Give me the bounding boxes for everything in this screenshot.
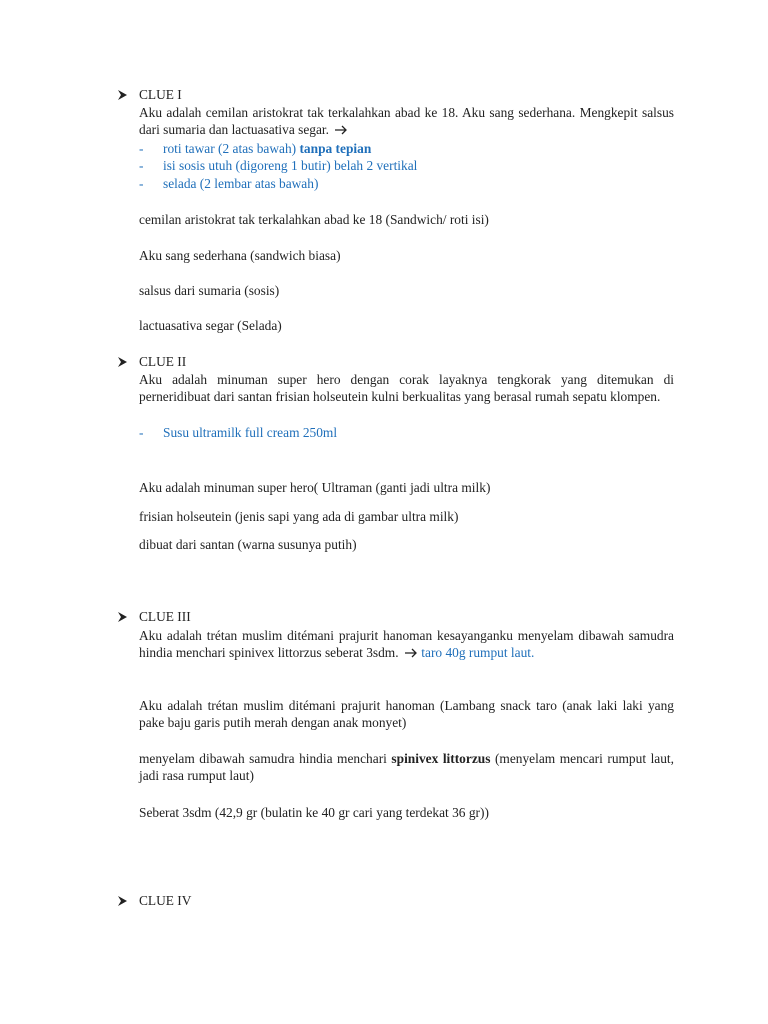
clue-1-para-b: Mengkepit salsus dari sumaria dan lactuasativa segar. <box>139 105 674 138</box>
bullet-arrow-icon <box>117 89 139 101</box>
clue-2-note-1: Aku adalah minuman super hero( Ultraman (ganti jadi ultra milk) <box>139 480 491 495</box>
clue-1-heading: CLUE I <box>139 87 182 103</box>
clue-3-note-1: Aku adalah trétan muslim ditémani prajurit hanoman (Lambang snack taro (anak laki laki yang pake baju garis putih merah dengan anak monyet) <box>139 698 674 731</box>
clue-2-note-3: dibuat dari santan (warna susunya putih) <box>139 537 357 552</box>
clue-1-note-2: Aku sang sederhana (sandwich biasa) <box>139 248 341 263</box>
list-item: - roti tawar (2 atas bawah) tanpa tepian <box>139 141 372 156</box>
clue-3-answer: taro 40g rumput laut. <box>421 645 535 661</box>
bullet-arrow-icon <box>117 356 139 368</box>
clue-3-heading-row <box>117 608 191 626</box>
clue-3-para: Aku adalah trétan muslim ditémani prajurit hanoman kesayanganku menyelam dibawah samudra hindia menchari spinivex littorzus seberat 3sdm. <box>139 628 674 661</box>
clue-2-note-2: frisian holseutein (jenis sapi yang ada di gambar ultra milk) <box>139 509 459 524</box>
clue-3-note-3: Seberat 3sdm (42,9 gr (bulatin ke 40 gr cari yang terdekat 36 gr)) <box>139 805 489 820</box>
clue-4-heading: CLUE IV <box>139 893 192 909</box>
bullet-arrow-icon <box>117 611 139 623</box>
clue-1-paragraph <box>139 104 674 141</box>
clue-2-paragraph: Aku adalah minuman super hero dengan corak layaknya tengkorak yang ditemukan di perneridibuat dari santan frisian holseutein kulni berkualitas yang berasal rumah sepatu klompen. <box>139 372 674 405</box>
right-arrow-icon <box>404 646 418 663</box>
list-item: - Susu ultramilk full cream 250ml <box>139 425 338 440</box>
bullet-arrow-icon <box>117 895 139 907</box>
right-arrow-icon <box>334 123 348 140</box>
clue-1-note-3: salsus dari sumaria (sosis) <box>139 283 280 298</box>
clue-4-heading-row <box>117 892 191 910</box>
clue-3-heading: CLUE III <box>139 609 191 625</box>
clue-3-keyword: spinivex littorzus <box>391 751 491 766</box>
clue-3-note-2: menyelam dibawah samudra hindia menchari spinivex littorzus (menyelam mencari rumput laut, jadi rasa rumput laut) <box>139 751 674 784</box>
clue-1-note-1: cemilan aristokrat tak terkalahkan abad ke 18 (Sandwich/ roti isi) <box>139 212 489 227</box>
clue-1-para-a: Aku adalah cemilan aristokrat tak terkalahkan abad ke 18. Aku sang sederhana. <box>139 105 576 120</box>
clue-1-heading-row <box>117 86 182 104</box>
list-item: - isi sosis utuh (digoreng 1 butir) belah 2 vertikal <box>139 158 418 174</box>
list-item: - selada (2 lembar atas bawah) <box>139 175 319 191</box>
clue-2-heading-row <box>117 353 186 371</box>
clue-3-paragraph <box>139 627 674 664</box>
clue-1-note-4: lactuasativa segar (Selada) <box>139 318 282 333</box>
clue-2-bullets <box>139 424 674 441</box>
clue-1-bullets <box>139 140 674 192</box>
clue-2-heading: CLUE II <box>139 354 187 370</box>
